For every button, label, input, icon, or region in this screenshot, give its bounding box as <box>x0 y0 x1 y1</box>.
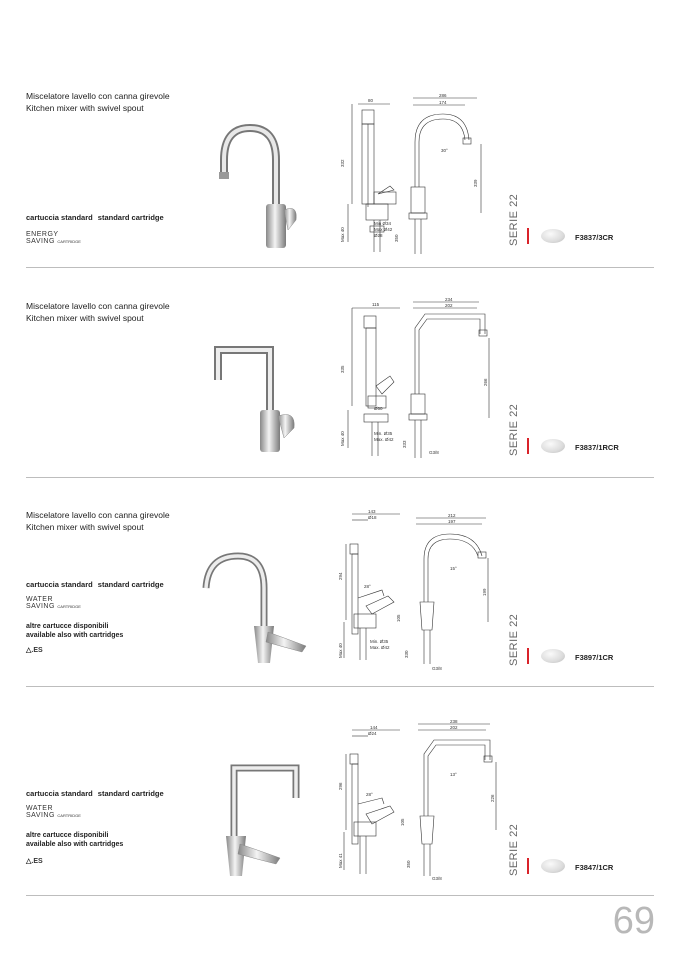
logo-line2: SAVING <box>26 812 55 819</box>
dim-height-3: 333 <box>402 440 407 448</box>
faucet-photo <box>210 758 315 883</box>
dim-width: 80 <box>368 98 374 103</box>
title-italian: Miscelatore lavello con canna girevole <box>26 301 170 311</box>
dim-diameter: Ø18 <box>368 515 377 520</box>
cartridge-english: standard cartridge <box>97 580 164 589</box>
finish-swatch <box>541 859 565 873</box>
dim-height: 335 <box>340 365 345 373</box>
dim-angle-1: 28° <box>366 792 373 797</box>
dim-width-2: 212 <box>448 514 456 518</box>
cartridge-label <box>26 789 164 798</box>
product-code: F3897/1CR <box>575 653 614 662</box>
dim-max: Max 40 <box>338 643 343 658</box>
cartridge-icon: △ <box>26 858 32 865</box>
dim-width: 144 <box>370 726 378 730</box>
dim-height: 296 <box>338 782 343 790</box>
cartridge-italian: cartuccia standard <box>26 213 93 222</box>
dim-height-3: 350 <box>394 234 399 242</box>
dim-angle-2: 13° <box>450 772 457 777</box>
dim-max: Max 41 <box>338 853 343 868</box>
logo-sub: CARTRIDGE <box>57 604 81 609</box>
dim-angle-2: 15° <box>450 566 457 571</box>
cartridge-label <box>26 580 164 589</box>
dim-height-3: 330 <box>404 650 409 658</box>
serie-label: SERIE 22 <box>508 613 520 666</box>
dim-max-diameter: Max. Ø42 <box>374 437 394 442</box>
es-label: .ES <box>31 858 43 865</box>
dim-max: Max 40 <box>340 227 345 242</box>
serie-label: SERIE 22 <box>508 403 520 456</box>
es-cartridge-badge <box>26 857 43 865</box>
cartridge-italian: cartuccia standard <box>26 580 93 589</box>
dim-height-4: 105 <box>396 614 401 622</box>
dim-height: 332 <box>340 159 345 167</box>
dim-width-3: 174 <box>439 100 447 105</box>
title-italian: Miscelatore lavello con canna girevole <box>26 91 170 101</box>
dim-width-2: 238 <box>450 720 458 724</box>
water-saving-logo <box>26 805 81 819</box>
product-code: F3847/1CR <box>575 863 614 872</box>
title-italian: Miscelatore lavello con canna girevole <box>26 510 170 520</box>
product-title <box>26 90 170 114</box>
dim-min: Min. Ø35 <box>370 639 389 644</box>
dim-width-3: 202 <box>445 303 453 308</box>
logo-line2: SAVING <box>26 238 55 245</box>
dim-min: Min Ø34 <box>374 221 392 226</box>
dim-max: Max 40 <box>340 431 345 446</box>
dim-thread: G3/8 <box>432 876 442 881</box>
title-english: Kitchen mixer with swivel spout <box>26 103 144 113</box>
divider <box>26 895 654 896</box>
serie-label: SERIE 22 <box>508 193 520 246</box>
dim-width: 143 <box>368 510 376 514</box>
product-section-2 <box>0 210 677 456</box>
dim-width-3: 202 <box>450 725 458 730</box>
dim-width-2: 286 <box>439 93 447 98</box>
dim-diameter: Ø28 <box>374 233 383 238</box>
cartridge-italian: cartuccia standard <box>26 789 93 798</box>
product-section-3 <box>0 420 677 671</box>
dim-height-2: 226 <box>490 794 495 802</box>
also-italian: altre cartucce disponibili <box>26 832 109 839</box>
water-saving-logo <box>26 596 81 610</box>
dim-max-diameter: Max. Ø42 <box>370 645 390 650</box>
logo-line1: WATER <box>26 596 53 603</box>
product-code: F3837/1RCR <box>575 443 619 452</box>
dim-height-2: 266 <box>483 378 488 386</box>
accent-bar <box>527 858 529 874</box>
serie-label: SERIE 22 <box>508 823 520 876</box>
dim-height-4: 105 <box>400 818 405 826</box>
dim-thread: G3/8 <box>429 450 439 455</box>
cartridge-english: standard cartridge <box>97 789 164 798</box>
product-section-1 <box>0 0 677 246</box>
es-label: .ES <box>31 647 43 654</box>
product-section-4 <box>0 630 677 881</box>
product-title <box>26 509 170 533</box>
product-code: F3837/3CR <box>575 233 614 242</box>
logo-line2: SAVING <box>26 603 55 610</box>
dim-min: Min. Ø35 <box>374 431 393 436</box>
dim-width-3: 197 <box>448 519 456 524</box>
also-english: available also with cartridges <box>26 841 124 848</box>
alternate-cartridges <box>26 831 123 849</box>
product-title <box>26 300 170 324</box>
dim-max-diameter: Max Ø42 <box>374 227 393 232</box>
logo-sub: CARTRIDGE <box>57 239 81 244</box>
dim-diameter: Ø50 <box>374 406 383 411</box>
page-number: 69 <box>612 900 655 942</box>
title-english: Kitchen mixer with swivel spout <box>26 313 144 323</box>
dim-angle-1: 28° <box>364 584 371 589</box>
also-english: available also with cartridges <box>26 632 124 639</box>
also-italian: altre cartucce disponibili <box>26 623 109 630</box>
logo-line1: ENERGY <box>26 231 59 238</box>
logo-line1: WATER <box>26 805 53 812</box>
dim-height-2: 339 <box>473 179 478 187</box>
technical-drawing-front <box>410 720 500 890</box>
dim-diameter: Ø24 <box>368 731 377 736</box>
dim-height: 294 <box>338 572 343 580</box>
logo-sub: CARTRIDGE <box>57 813 81 818</box>
dim-angle: 30° <box>441 148 448 153</box>
cartridge-icon: △ <box>26 647 32 654</box>
dim-thread: G3/8 <box>432 666 442 671</box>
dim-width: 115 <box>372 302 380 307</box>
dim-height-3: 350 <box>406 860 411 868</box>
dim-height-2: 199 <box>482 588 487 596</box>
dim-width-2: 234 <box>445 298 453 302</box>
cartridge-english: standard cartridge <box>97 213 164 222</box>
title-english: Kitchen mixer with swivel spout <box>26 522 144 532</box>
